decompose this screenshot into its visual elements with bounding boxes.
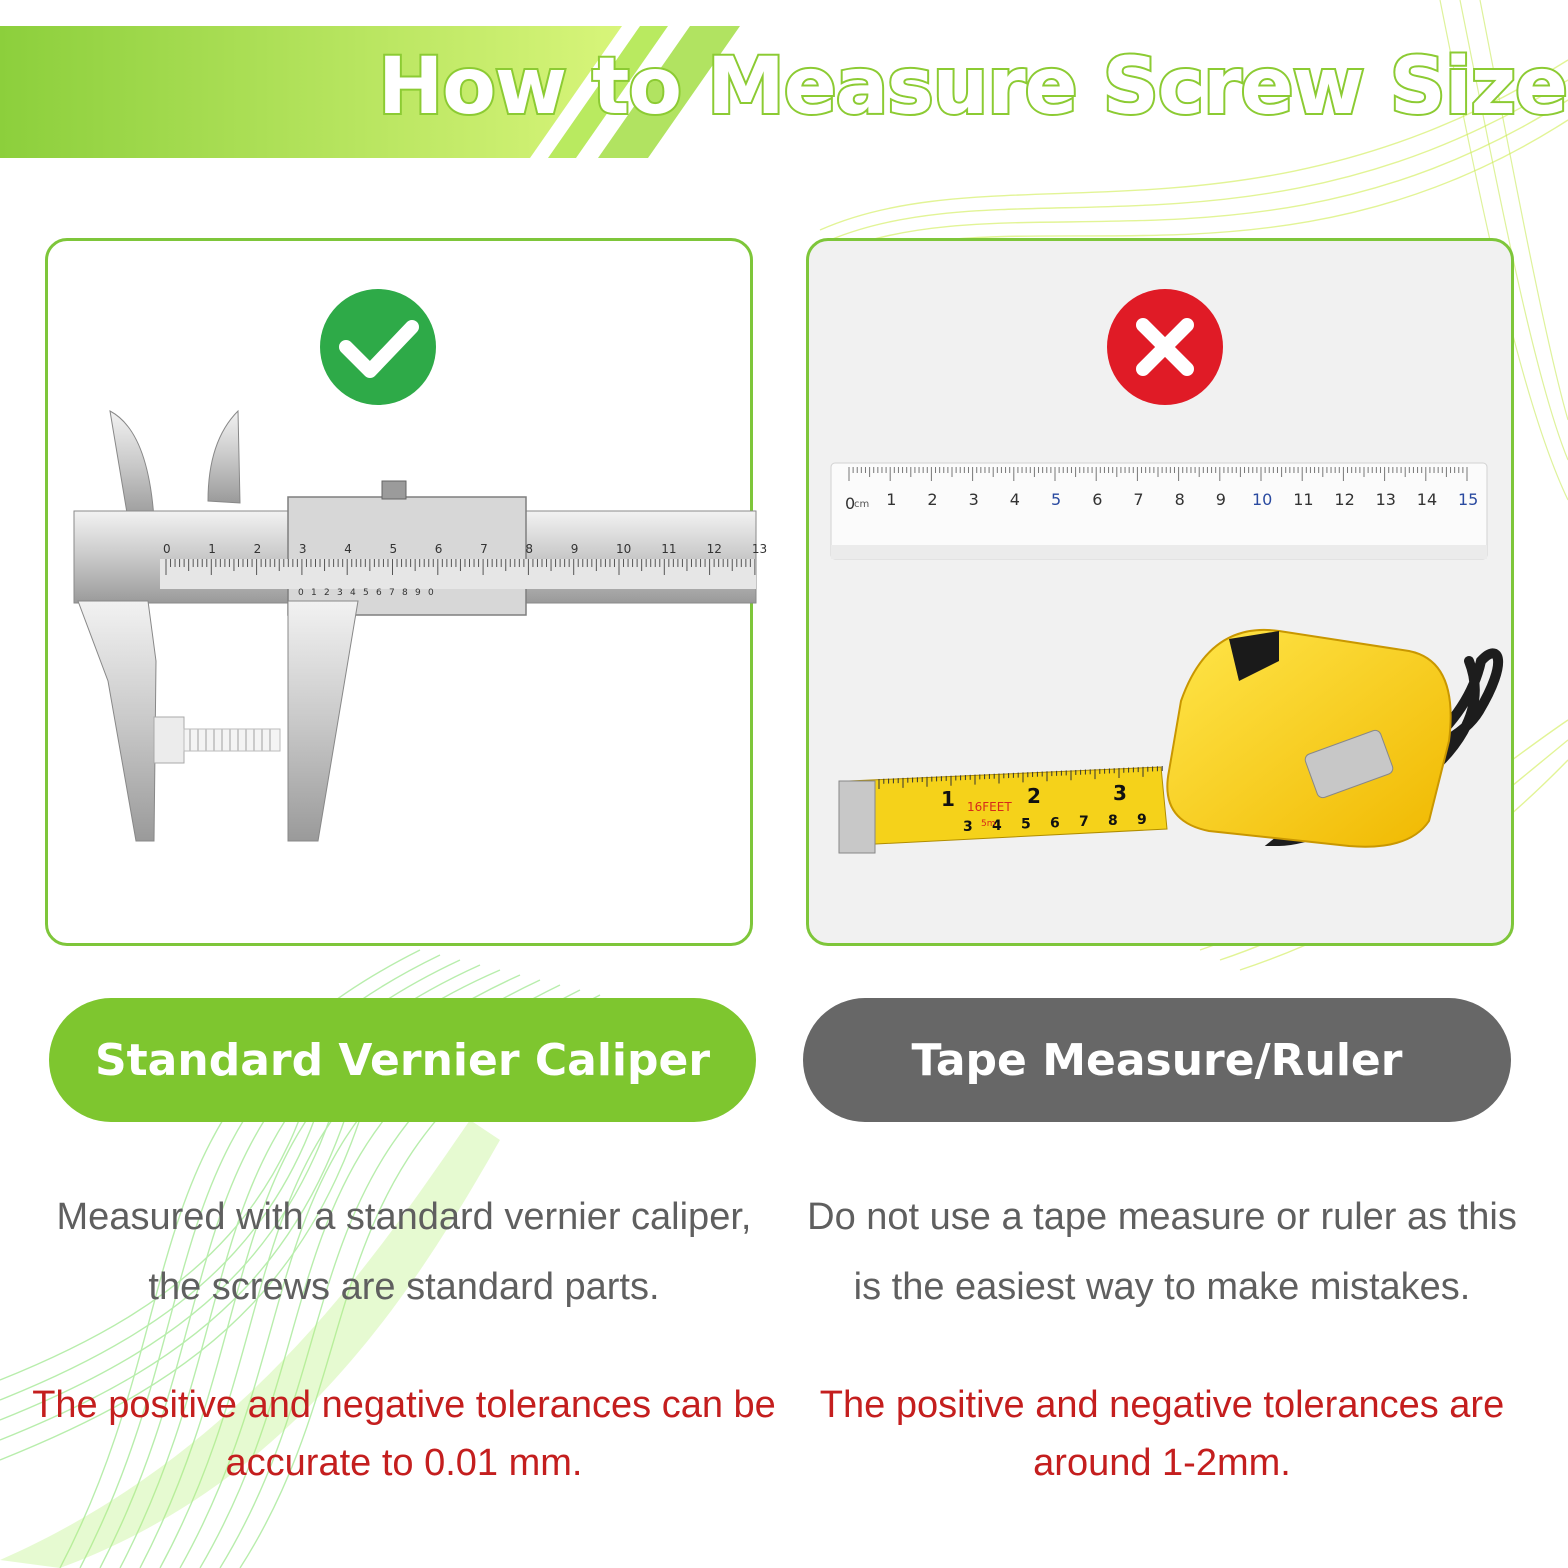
ruler-scale-label: 9: [1215, 490, 1226, 509]
tape-bottom-mark: 9: [1137, 811, 1147, 828]
caliper-scale-label: 9: [570, 542, 579, 556]
ruler-scale-label: 3: [968, 490, 979, 509]
caliper-scale-label: 7: [480, 542, 488, 556]
caliper-scale-label: 10: [616, 542, 632, 556]
vernier-scale-label: 0: [298, 588, 304, 598]
caliper-scale-label: 1: [208, 542, 216, 556]
ruler-scale-label: 1: [886, 490, 897, 509]
tape-bottom-mark: 6: [1050, 815, 1060, 832]
ruler-unit-label: cm: [854, 499, 870, 510]
ruler-scale-label: 7: [1133, 490, 1144, 509]
ruler-scale-label: 0: [845, 494, 856, 513]
caliper-description: Measured with a standard vernier caliper, the screws are standard parts.: [56, 1196, 752, 1308]
vernier-scale-label: 5: [363, 588, 369, 598]
tape-measure-image: [839, 630, 1498, 853]
vernier-scale-label: 9: [415, 588, 421, 598]
vernier-scale-label: 3: [337, 588, 343, 598]
vernier-scale-label: 2: [324, 588, 330, 598]
tape-top-mark: 2: [1027, 784, 1041, 808]
vernier-scale-label: 7: [389, 588, 395, 598]
ruler-scale-label: 15: [1458, 490, 1479, 509]
caliper-scale-label: 5: [389, 542, 398, 556]
ruler-scale-label: 12: [1334, 490, 1355, 509]
ruler-scale-label: 10: [1252, 490, 1273, 509]
tape-bottom-mark: 8: [1108, 813, 1118, 829]
tape-measure-label-pill: Tape Measure/Ruler: [803, 998, 1511, 1122]
caliper-label-pill: Standard Vernier Caliper: [49, 998, 756, 1122]
caliper-scale-label: 3: [298, 542, 307, 556]
tape-bottom-mark: 7: [1079, 814, 1089, 831]
tape-bottom-mark: 4: [992, 817, 1002, 834]
x-circle-icon: [1107, 289, 1223, 405]
caliper-scale-label: 12: [706, 542, 722, 556]
ruler-scale-label: 4: [1009, 490, 1020, 509]
ruler-scale-label: 5: [1051, 490, 1062, 509]
tape-bottom-mark: 5: [1021, 816, 1031, 833]
tape-bottom-mark: 3: [963, 819, 973, 835]
tape-meter-label: 5m: [981, 819, 996, 829]
vernier-scale-label: 1: [311, 588, 317, 598]
caliper-illustration: [48, 241, 768, 949]
page-title: How to Measure Screw Size: [378, 42, 1567, 132]
caliper-scale-label: 13: [751, 542, 768, 556]
vernier-scale-label: 4: [350, 588, 356, 598]
tape-top-mark: 3: [1113, 781, 1127, 805]
ruler-scale-label: 13: [1375, 490, 1396, 509]
ruler-scale-label: 11: [1293, 490, 1314, 509]
tape-ruler-illustration: [809, 241, 1517, 949]
caliper-card: [45, 238, 768, 946]
tape-top-mark: 1: [941, 787, 955, 811]
ruler-scale-label: 6: [1092, 490, 1103, 509]
vernier-scale-label: 0: [428, 588, 434, 598]
check-circle-icon: [320, 289, 436, 405]
screw-image: [154, 717, 280, 763]
ruler-image: [831, 463, 1487, 559]
tape-ruler-card: [806, 238, 1514, 946]
ruler-scale-label: 14: [1416, 490, 1438, 509]
caliper-scale-label: 6: [434, 542, 443, 556]
ruler-scale-label: 2: [927, 490, 938, 509]
caliper-scale-label: 0: [163, 542, 171, 556]
ruler-scale-label: 8: [1174, 490, 1185, 509]
vernier-scale-label: 6: [376, 588, 382, 598]
caliper-scale-label: 8: [525, 542, 534, 556]
caliper-scale-label: 11: [661, 542, 677, 556]
tape-measure-description: Do not use a tape measure or ruler as this is the easiest way to make mistakes.: [807, 1196, 1517, 1308]
caliper-scale-label: 2: [253, 542, 262, 556]
tape-feet-label: 16FEET: [967, 800, 1012, 814]
caliper-tolerance-note: The positive and negative tolerances can be accurate to 0.01 mm.: [32, 1384, 776, 1484]
caliper-scale-label: 4: [344, 542, 352, 556]
tape-measure-tolerance-note: The positive and negative tolerances are around 1-2mm.: [819, 1384, 1505, 1484]
vernier-scale-label: 8: [402, 588, 408, 598]
